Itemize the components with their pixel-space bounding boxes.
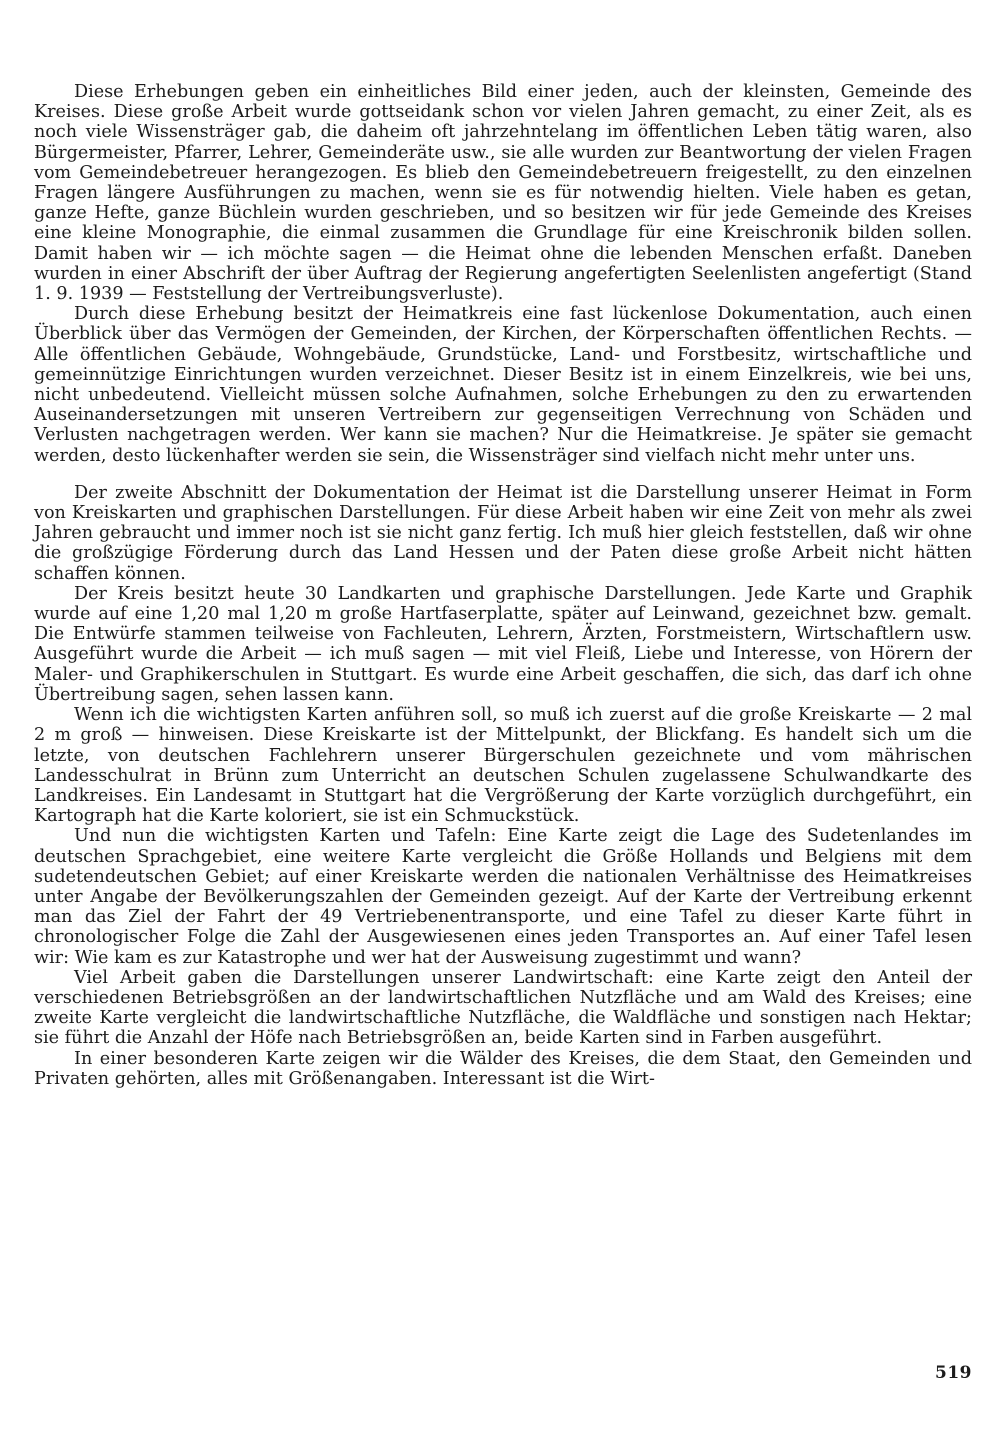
paragraph-1: Diese Erhebungen geben ein einheitliches Bild einer jeden, auch der kleinsten, Gemeinde des Kreises. Diese große Arbeit wurde gottseidank schon vor vielen Jahren gemacht, zu einer Zeit, als es noch viele Wissensträger gab, die daheim oft jahrzehntelang im öffentlichen Leben tätig waren, also Bürgermeister, Pfarrer, Lehrer, Gemeinderäte usw., sie alle wurden zur Beantwortung der vielen Fragen vom Gemeindebetreuer herangezogen. Es blieb den Gemeindebetreuern freigestellt, zu den einzelnen Fragen längere Ausführungen zu machen, wenn sie es für notwendig hielten. Viele haben es getan, ganze Hefte, ganze Büchlein wurden geschrieben, und so besitzen wir für jede Gemeinde des Kreises eine kleine Monographie, die einmal zusammen die Grundlage für eine Kreischronik bilden sollen. Damit haben wir — ich möchte sagen — die Heimat ohne die lebenden Menschen erfaßt. Daneben wurden in einer Abschrift der über Auftrag der Regierung angefertigten Seelenlisten angefertigt (Stand 1. 9. 1939 — Feststellung der Vertreibungsverluste). [34, 82, 972, 305]
paragraph-8: In einer besonderen Karte zeigen wir die Wälder des Kreises, die dem Staat, den Gemeinden und Privaten gehörten, alles mit Größenangaben. Interessant ist die Wirt- [34, 1048, 972, 1089]
paragraph-4: Der Kreis besitzt heute 30 Landkarten und graphische Darstellungen. Jede Karte und Graphik wurde auf eine 1,20 mal 1,20 m große Hartfaserplatte, später auf Leinwand, gezeichnet bzw. gemalt. Die Entwürfe stammen teilweise von Fachleuten, Lehrern, Ärzten, Forstmeistern, Wirtschaftlern usw. Ausgeführt wurde die Arbeit — ich muß sagen — mit viel Fleiß, Liebe und Interesse, von Hörern der Maler- und Graphikerschulen in Stuttgart. Es wurde eine Arbeit geschaffen, die sich, das darf ich ohne Übertreibung sagen, sehen lassen kann. [34, 583, 972, 705]
paragraph-3: Der zweite Abschnitt der Dokumentation der Heimat ist die Darstellung unserer Heimat in Form von Kreiskarten und graphischen Darstellungen. Für diese Arbeit haben wir eine Zeit von mehr als zwei Jahren gebraucht und immer noch ist sie nicht ganz fertig. Ich muß hier gleich feststellen, daß wir ohne die großzügige Förderung durch das Land Hessen und der Paten diese große Arbeit nicht hätten schaffen können. [34, 482, 972, 584]
document-page [34, 82, 972, 1382]
paragraph-6: Und nun die wichtigsten Karten und Tafeln: Eine Karte zeigt die Lage des Sudetenlandes im deutschen Sprachgebiet, eine weitere Karte vergleicht die Größe Hollands und Belgiens mit dem sudetendeutschen Gebiet; auf einer Kreiskarte werden die nationalen Verhältnisse des Heimatkreises unter Angabe der Bevölkerungszahlen der Gemeinden gezeigt. Auf der Karte der Vertreibung erkennt man das Ziel der Fahrt der 49 Vertriebenentransporte, und eine Tafel zu dieser Karte führt in chronologischer Folge die Zahl der Ausgewiesenen eines jeden Transportes an. Auf einer Tafel lesen wir: Wie kam es zur Katastrophe und wer hat der Ausweisung zugestimmt und wann? [34, 826, 972, 968]
paragraph-5: Wenn ich die wichtigsten Karten anführen soll, so muß ich zuerst auf die große Kreiskarte — 2 mal 2 m groß — hinweisen. Diese Kreiskarte ist der Mittelpunkt, der Blickfang. Es handelt sich um die letzte, von deutschen Fachlehrern unserer Bürgerschulen gezeichnete und vom mährischen Landesschulrat in Brünn zum Unterricht an deutschen Schulen zugelassene Schulwandkarte des Landkreises. Ein Landesamt in Stuttgart hat die Vergrößerung der Karte vorzüglich durchgeführt, ein Kartograph hat die Karte koloriert, sie ist ein Schmuckstück. [34, 705, 972, 827]
paragraph-7: Viel Arbeit gaben die Darstellungen unserer Landwirtschaft: eine Karte zeigt den Anteil der verschiedenen Betriebsgrößen an der landwirtschaftlichen Nutzfläche und am Wald des Kreises; eine zweite Karte vergleicht die landwirtschaftliche Nutzfläche, die Waldfläche und sonstigen nach Hektar; sie führt die Anzahl der Höfe nach Betriebsgrößen an, beide Karten sind in Farben ausgeführt. [34, 967, 972, 1049]
page-number: 519 [935, 1363, 972, 1383]
paragraph-2: Durch diese Erhebung besitzt der Heimatkreis eine fast lückenlose Dokumentation, auch einen Überblick über das Vermögen der Gemeinden, der Kirchen, der Körperschaften öffentlichen Rechts. — Alle öffentlichen Gebäude, Wohngebäude, Grundstücke, Land- und Forstbesitz, wirtschaftliche und gemeinnützige Einrichtungen wurden verzeichnet. Dieser Besitz ist in einem Einzelkreis, wie bei uns, nicht unbedeutend. Vielleicht müssen solche Aufnahmen, solche Erhebungen zu den zu erwartenden Auseinandersetzungen mit unseren Vertreibern zur gegenseitigen Verrechnung von Schäden und Verlusten nachgetragen werden. Wer kann sie machen? Nur die Heimatkreise. Je später sie gemacht werden, desto lückenhafter werden sie sein, die Wissensträger sind vielfach nicht mehr unter uns. [34, 304, 972, 466]
